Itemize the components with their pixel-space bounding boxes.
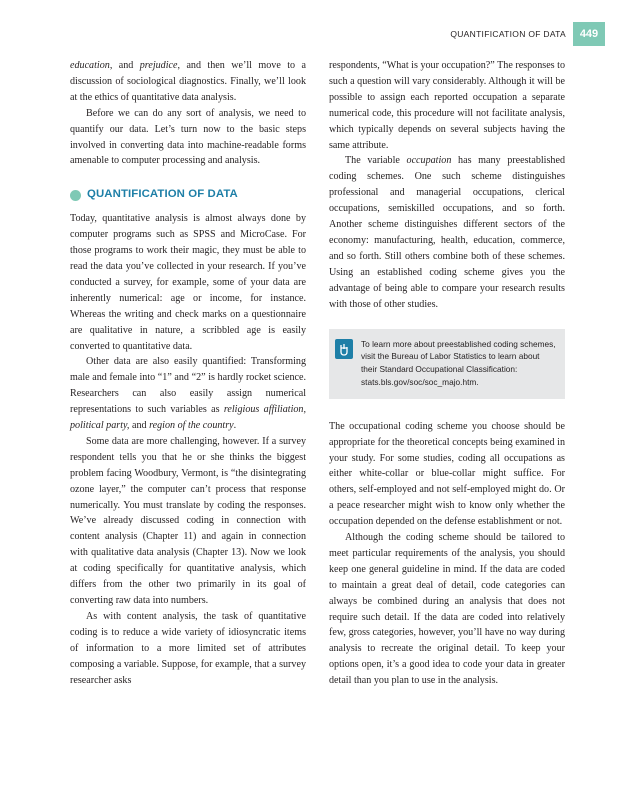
section-heading-title: QUANTIFICATION OF DATA <box>87 188 238 201</box>
paragraph: Before we can do any sort of analysis, we need to quantify our data. Let’s turn now to the basic steps involved in converting data into machine-readable forms amenable to computer processing and analysis. <box>70 107 306 167</box>
emphasis: region of the country <box>149 420 234 432</box>
paragraph <box>70 58 306 106</box>
web-note-text: To learn more about preestablished coding schemes, visit the Bureau of Labor Statistics to learn about their Standard Occupational Classification: stats.bls.gov/soc/soc_majo.htm. <box>361 338 556 387</box>
paragraph: Today, quantitative analysis is almost always done by computer programs such as SPSS and MicroCase. For those programs to work their magic, they must be able to read the data you’ve collected in your research. If you’ve conducted a survey, for example, some of your data are inherently numerical: age or income, for instance. Whereas the writing and check marks on a questionnaire are qualitative in nature, a scribbled age is easily converted to quantitative data. <box>70 213 306 352</box>
right-column <box>329 58 565 689</box>
paragraph: The occupational coding scheme you choose should be appropriate for the theoretical concepts being examined in your study. For some studies, coding all occupations as either white-collar or blue-collar might suffice. For others, self-employed and not self-employed might do. Or a peace researcher might wish to know only whether the occupation depended on the defense establishment or not. <box>329 420 565 528</box>
emphasis: prejudice <box>139 60 178 71</box>
section-heading <box>70 187 306 203</box>
text-run: has many preestablished coding schemes. One such scheme distinguishes professional and managerial occupations, clerical occupations, semiskilled occupations, and so forth. Another scheme distinguishes different sectors of the economy: manufacturing, health, education, commerce, and so forth. Still others combine both of these schemes. Using an established coding scheme gives you the advantage of being able to compare your research results with those of other studies. <box>329 155 565 310</box>
mouse-cursor-icon <box>335 339 353 359</box>
paragraph <box>70 354 306 434</box>
paragraph: respondents, “What is your occupation?” The responses to such a question will vary considerably. Although it will be possible to assign each reported occupation a separate numerical code, this procedure will not facilitate analysis, which typically depends on several subjects having the same attribute. <box>329 60 565 151</box>
text-run: , and then we’ll move to a discussion of sociological diagnostics. Finally, we’ll look at the ethics of quantitative data analysis. <box>70 60 306 103</box>
text-run: and <box>129 420 150 432</box>
emphasis: occupation <box>406 155 452 167</box>
bullet-dot-icon <box>70 190 81 201</box>
text-run: Other data are also easily quantified: Transforming male and female into “1” and “2” is hardly rocket science. Researchers can also easily assign numerical representations to such variables as <box>70 356 306 416</box>
left-column <box>70 58 306 688</box>
text-run: The variable <box>345 155 407 167</box>
running-head: QUANTIFICATION OF DATA <box>450 29 566 39</box>
paragraph: Although the coding scheme should be tailored to meet particular requirements of the analysis, you should keep one general guideline in mind. If the data are coded to maintain a great deal of detail, code categories can always be combined during an analysis that does not require such detail. If the data are coded into relatively few, gross categories, however, you’ll have no way during analysis to recreate the original detail. To keep your options open, it’s a good idea to code your data in greater detail than you plan to use in the analysis. <box>329 532 565 687</box>
paragraph: As with content analysis, the task of quantitative coding is to reduce a wide variety of idiosyncratic items of information to a more limited set of attributes composing a variable. Suppose, for example, that a survey researcher asks <box>70 610 306 686</box>
paragraph <box>329 153 565 312</box>
text-run: . <box>233 420 237 432</box>
text-run: , and <box>109 60 140 71</box>
page-number: 449 <box>573 22 605 46</box>
paragraph: Some data are more challenging, however. If a survey respondent tells you that he or she thinks the biggest problem facing Woodbury, Vermont, is “the disintegrating ozone layer,” the computer can’t process that response numerically. You must translate by coding the responses. We’ve already discussed coding in connection with content analysis (Chapter 11) and again in connection with qualitative data analysis (Chapter 13). Now we look at coding specifically for quantitative analysis, which differs from the other two primarily in its goal of converting raw data into numbers. <box>70 435 306 606</box>
emphasis: education <box>70 60 110 71</box>
web-note-box <box>329 329 565 399</box>
emphasis: religious affiliation, political party, <box>70 404 306 432</box>
